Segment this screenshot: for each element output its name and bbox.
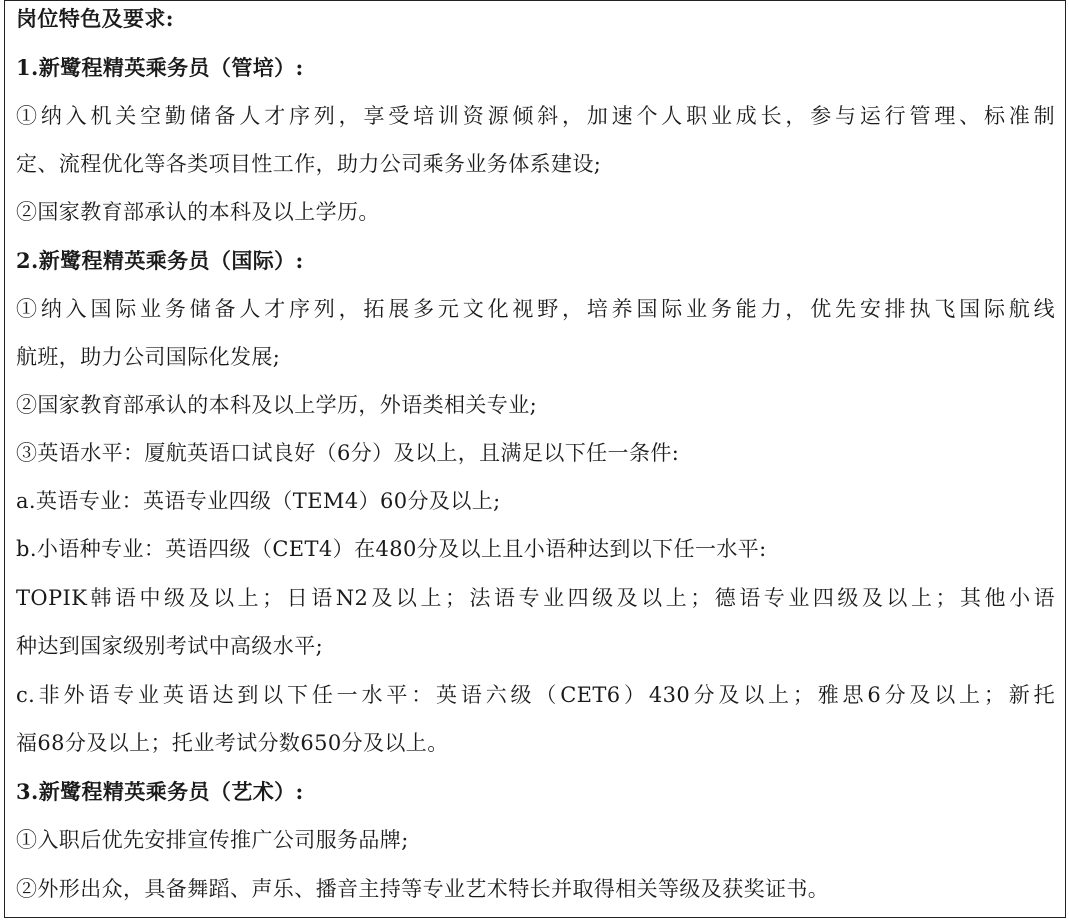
section-2-line-1: ①纳入国际业务储备人才序列，拓展多元文化视野，培养国际业务能力，优先安排执飞国际航线: [16, 297, 1055, 321]
section-1-line-3: ②国家教育部承认的本科及以上学历。: [16, 200, 380, 224]
requirements-document: [4, 0, 1066, 918]
section-1-line-1: ①纳入机关空勤储备人才序列，享受培训资源倾斜，加速个人职业成长，参与运行管理、标准制: [16, 104, 1055, 128]
section-2-line-6: b.小语种专业：英语四级（CET4）在480分及以上且小语种达到以下任一水平:: [16, 537, 767, 561]
section-2-line-5: a.英语专业：英语专业四级（TEM4）60分及以上;: [16, 489, 501, 513]
section-2-line-8: 种达到国家级别考试中高级水平;: [16, 634, 324, 658]
section-3-heading: 3.新鹭程精英乘务员（艺术）:: [16, 779, 304, 804]
section-1-line-2: 定、流程优化等各类项目性工作，助力公司乘务业务体系建设;: [16, 152, 602, 176]
document-title: 岗位特色及要求:: [16, 6, 174, 31]
section-2-line-9: c.非外语专业英语达到以下任一水平：英语六级（CET6）430分及以上；雅思6分及以上；新托: [16, 683, 1055, 707]
section-2-line-7: TOPIK韩语中级及以上；日语N2及以上；法语专业四级及以上；德语专业四级及以上；其他小语: [16, 586, 1055, 610]
section-2-line-2: 航班，助力公司国际化发展;: [16, 345, 281, 369]
section-2-line-4: ③英语水平：厦航英语口试良好（6分）及以上，且满足以下任一条件:: [16, 441, 680, 465]
section-1-heading: 1.新鹭程精英乘务员（管培）:: [16, 55, 304, 80]
section-2-line-3: ②国家教育部承认的本科及以上学历，外语类相关专业;: [16, 393, 538, 417]
section-2-heading: 2.新鹭程精英乘务员（国际）:: [16, 248, 304, 273]
section-2-line-10: 福68分及以上；托业考试分数650分及以上。: [16, 731, 449, 755]
section-3-line-2: ②外形出众，具备舞蹈、声乐、播音主持等专业艺术特长并取得相关等级及获奖证书。: [16, 877, 830, 901]
section-3-line-1: ①入职后优先安排宣传推广公司服务品牌;: [16, 828, 409, 852]
